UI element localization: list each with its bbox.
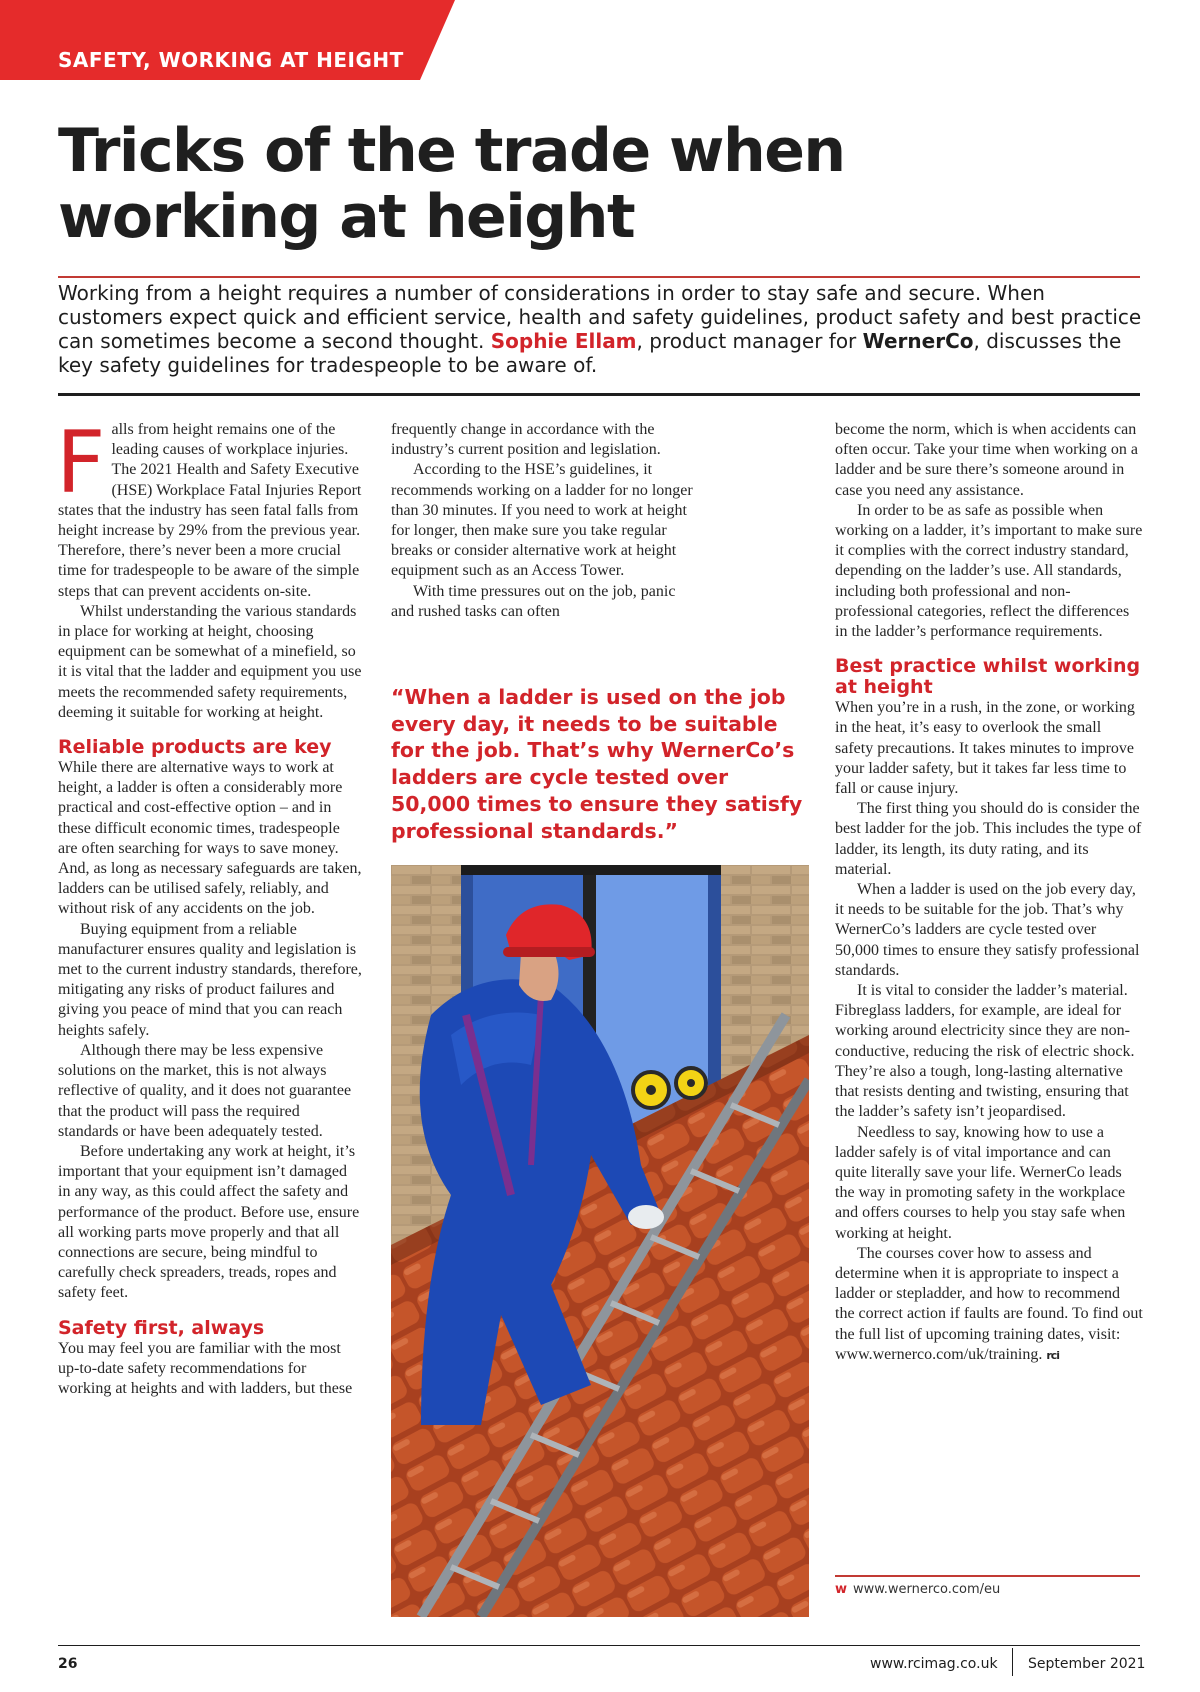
body-paragraph: Before undertaking any work at height, it’s important that your equipment isn’t damaged in any way, as this could affect the safety and performance of the product. Before use, ensure all working parts move properly and that all connections are secure, being mindful to carefully check spreaders, treads, ropes and safety feet. [58,1142,360,1302]
subheading-best-practice: Best practice whilst working at height [835,655,1141,699]
body-paragraph: When you’re in a rush, in the zone, or working in the heat, it’s easy to overlook the small safety precautions. It takes minutes to improve your ladder safety, but it takes far less time to fall or cause injury. [835,699,1135,798]
article-column-3 [835,420,1143,1366]
body-paragraph: With time pressures out on the job, panic and rushed tasks can often [391,582,676,620]
subheading-safety-first: Safety first, always [58,1316,265,1339]
standfirst-outro: , discusses the key safety guidelines for tradespeople to be aware of. [58,329,1122,377]
body-paragraph: According to the HSE’s guidelines, it recommends working on a ladder for no longer than 30 minutes. If you need to work at height for longer, then make sure you take regular breaks or consider alternative work at height equipment such as an Access Tower. [391,461,693,580]
body-paragraph: In order to be as safe as possible when working on a ladder, it’s important to make sure it complies with the correct industry standard, depending on the ladder’s use. All standards, including both professional and non-professional categories, reflect the differences in the ladder’s performance requirements. [835,501,1143,641]
body-paragraph: become the norm, which is when accidents can often occur. Take your time when working on a ladder and be sure there’s someone around in case you need any assistance. [835,421,1138,499]
subheading-reliable-products: Reliable products are key [58,736,332,759]
body-paragraph-final [835,1244,1143,1366]
footer-issue-date: September 2021 [1028,1656,1146,1672]
article-column-1 [56,413,363,1399]
body-paragraph-final-text: The courses cover how to assess and determine when it is appropriate to inspect a ladder or stepladder, and how to recommend the correct action if faults are found. To find out the full list of upcoming training dates, visit: www.wernerco.com/uk/training. [835,1244,1143,1363]
body-paragraph: frequently change in accordance with the industry’s current position and legislation. [391,421,661,459]
opening-paragraph [56,413,363,602]
standfirst-author: Sophie Ellam [490,329,637,353]
article-column-2 [391,420,696,622]
roof-ladder-illustration [391,865,809,1617]
web-link-prefix: w [835,1582,848,1597]
standfirst [58,281,1143,377]
body-paragraph: While there are alternative ways to work at height, a ladder is often a considerably more practical and cost-effective option – and in these difficult economic times, tradespeople are often searching for ways to save money. And, as long as necessary safeguards are taken, ladders can be utilised safely, reliably, and without risk of any accidents on the job. [58,759,362,918]
roof-ladder-photo [391,865,809,1617]
body-paragraph: The first thing you should do is consider the best ladder for the job. This includes the type of ladder, its length, its duty rating, and its material. [835,800,1142,878]
footer-site-link[interactable]: www.rcimag.co.uk [870,1656,998,1672]
pull-quote: “When a ladder is used on the job every day, it needs to be suitable for the job. That’s why WernerCo’s ladders are cycle tested over 50,000 times to ensure they satisfy professional standards.” [391,685,803,843]
body-paragraph: It is vital to consider the ladder’s material. Fibreglass ladders, for example, are ideal for working around electricity since they are non-conductive, reducing the risk of electric shock. They’re also a tough, long-lasting alternative that resists denting and twisting, ensuring that the ladder’s safety isn’t jeopardised. [835,982,1135,1121]
page-title-line-1: Tricks of the trade when [58,116,845,186]
body-paragraph: Needless to say, knowing how to use a ladder safely is of vital importance and can quite literally save your life. WernerCo leads the way in promoting safety in the workplace and offers courses to help you stay safe when working at height. [835,1123,1126,1242]
web-link-rule [835,1575,1140,1577]
standfirst-intro: Working from a height requires a number of considerations in order to stay safe and secure. When customers expect quick and efficient service, health and safety guidelines, product safety and best practice can sometimes become a second thought. [58,281,1142,353]
body-paragraph: Buying equipment from a reliable manufacturer ensures quality and legislation is met to the current industry standards, therefore, mitigating any risks of product failures and giving you peace of mind that you can reach heights safely. [58,920,362,1039]
page-title-line-2: working at height [58,182,635,252]
rci-end-mark: rci [1046,1348,1060,1362]
opening-paragraph-text: alls from height remains one of the leading causes of workplace injuries. The 2021 Health and Safety Executive (HSE) Workplace Fatal Injuries Report states that the industry has seen fatal falls from height increase by 29% from the previous year. Therefore, there’s never been a more crucial time for tradespeople to be aware of the simple steps that can prevent accidents on-site. [58,421,362,600]
drop-cap: F [56,413,106,513]
page-title [58,118,1138,250]
body-paragraph: Although there may be less expensive solutions on the market, this is not always reflective of quality, and it does not guarantee that the product will pass the required standards or have been adequately tested. [58,1041,352,1140]
section-label: SAFETY, WORKING AT HEIGHT [58,48,404,72]
footer-rule [58,1645,1140,1646]
section-tab [0,0,455,80]
footer-divider [1012,1648,1013,1676]
page-number: 26 [58,1656,78,1672]
web-link[interactable] [835,1582,1000,1597]
body-paragraph: Whilst understanding the various standards in place for working at height, choosing equipment can be somewhat of a minefield, so it is vital that the ladder and equipment you use meets the recommended safety requirements, deeming it suitable for working at height. [58,602,362,721]
standfirst-company: WernerCo [862,329,974,353]
web-link-url[interactable]: www.wernerco.com/eu [853,1582,1001,1597]
body-rule [58,393,1140,396]
standfirst-rule [58,276,1140,278]
body-paragraph: When a ladder is used on the job every day, it needs to be suitable for the job. That’s why WernerCo’s ladders are cycle tested over 50,000 times to ensure they satisfy professional standards. [835,881,1140,979]
standfirst-middle: , product manager for [636,329,863,353]
body-paragraph: You may feel you are familiar with the most up-to-date safety recommendations for working at heights and with ladders, but these [58,1339,353,1397]
